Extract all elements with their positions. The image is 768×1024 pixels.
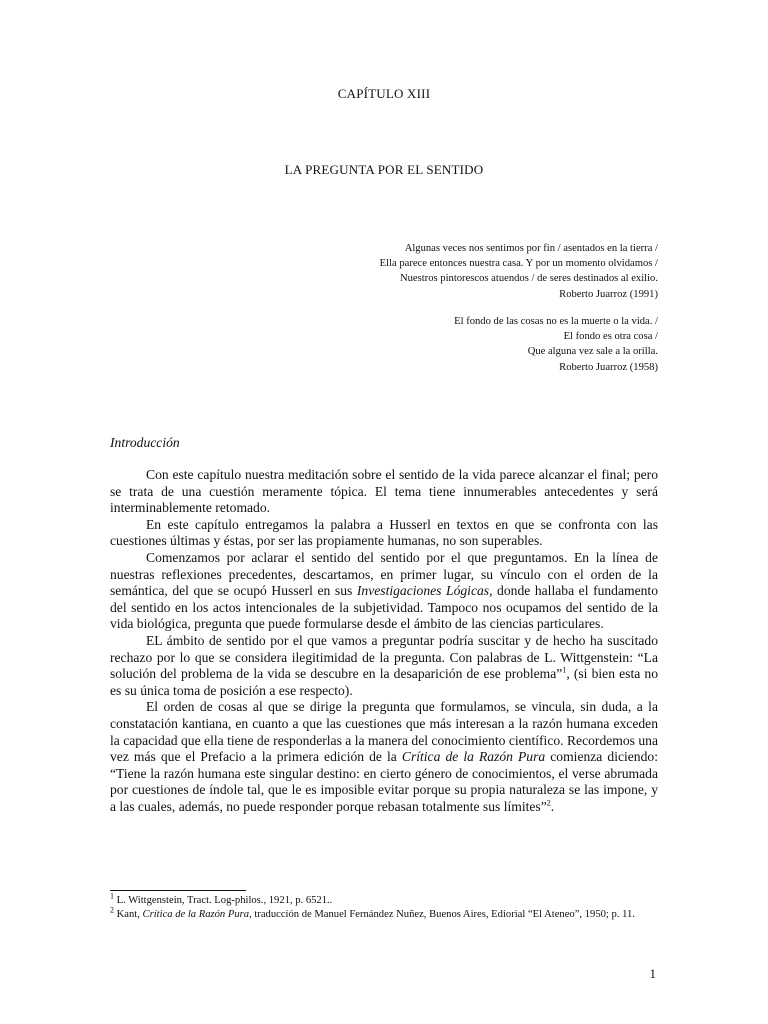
italic-title: Crítica de la Razón Pura, [142, 908, 252, 920]
footnote-text: Kant, [114, 908, 143, 920]
footnote-mark: 1 [110, 891, 114, 901]
footnote-ref[interactable]: 2 [546, 798, 551, 808]
footnote-2 [110, 905, 658, 922]
epigraph-line: Que alguna vez sale a la orilla. [527, 346, 658, 358]
paragraph-5 [110, 699, 658, 815]
paragraph-1: Con este capítulo nuestra meditación sobre el sentido de la vida parece alcanzar el final; pero se trata de una cuestión meramente tópica. El tema tiene innumerables antecedentes y será interminablemente retomado. [110, 467, 658, 516]
paragraph-3 [110, 550, 658, 633]
footnote-divider [110, 890, 246, 891]
paragraph-2: En este capítulo entregamos la palabra a Husserl en textos en que se confronta con las cuestiones últimas y éstas, por ser las propiamente humanas, no son superables. [110, 516, 658, 549]
text-run: Comenzamos por aclarar el sentido del sentido por el que preguntamos. En la línea de nuestras reflexiones precedentes, descartamos, en primer lugar, su vínculo con el orden de la semántica, del que se ocupó Husserl en sus [110, 549, 658, 599]
text-run: , (si bien esta no es su única toma de posición a ese respecto). [110, 666, 658, 698]
footnote-text: L. Wittgenstein, Tract. Log-philos., 1921, p. 6521.. [114, 895, 333, 906]
epigraph-2 [454, 314, 658, 375]
chapter-title: LA PREGUNTA POR EL SENTIDO [284, 162, 484, 177]
italic-title: Investigaciones Lógicas [356, 583, 490, 599]
epigraph-author: Roberto Juarroz (1991) [559, 288, 658, 300]
body-text [110, 467, 658, 815]
footnote-text: traducción de Manuel Fernández Nuñez, Buenos Aires, Ediorial “El Ateneo”, 1950; p. 11. [251, 908, 635, 920]
epigraph-author: Roberto Juarroz (1958) [559, 361, 658, 373]
footnote-ref[interactable]: 1 [562, 665, 567, 675]
epigraph-line: Nuestros pintorescos atuendos / de seres destinados al exilio. [399, 273, 658, 285]
text-run: comienza diciendo: “Tiene la razón humana este singular destino: en cierto género de conocimientos, el verse abrumada por cuestiones de índole tal, que le es imposible evitar porque su propia naturaleza se las impone, y a las cuales, además, no puede responder porque rebasan totalmente sus límites” [110, 749, 658, 814]
italic-title: Crítica de la Razón Pura [401, 749, 546, 765]
text-run: EL ámbito de sentido por el que vamos a preguntar podría suscitar y de hecho ha suscitado rechazo por lo que se considera ilegitimidad de la pregunta. Con palabras de L. Wittgenstein: “La solución del problema de la vida se descubre en la desaparición de ese problema” [110, 632, 658, 682]
footnote-1 [110, 891, 658, 908]
text-run: . [550, 798, 555, 814]
epigraph-line: El fondo de las cosas no es la muerte o la vida. / [454, 316, 658, 327]
footnotes [110, 891, 658, 921]
page-number: 1 [649, 966, 656, 981]
epigraph-line: El fondo es otra cosa / [563, 331, 658, 343]
section-heading: Introducción [110, 435, 180, 450]
text-run: , donde hallaba el fundamento del sentido en los actos intencionales de la subjetividad. Tampoco nos ocupamos del sentido de la vida biológica, pregunta que puede formularse desde el ámbito de las ciencias particulares. [110, 583, 658, 632]
epigraph-1 [380, 241, 658, 302]
text-run: El orden de cosas al que se dirige la pregunta que formulamos, se vincula, sin duda, a la constatación kantiana, en cuanto a que las cuestiones que más interesan a la razón humana exceden la capacidad que ella tiene de responderlas a la manera del conocimiento científico. Recordemos una vez más que el Prefacio a la primera edición de la [110, 699, 658, 765]
epigraph-line: Ella parece entonces nuestra casa. Y por un momento olvidamos / [379, 258, 658, 270]
paragraph-4 [110, 633, 658, 699]
footnote-mark: 2 [110, 905, 114, 915]
chapter-heading: CAPÍTULO XIII [337, 86, 431, 101]
epigraph-line: Algunas veces nos sentimos por fin / asentados en la tierra / [404, 243, 658, 254]
